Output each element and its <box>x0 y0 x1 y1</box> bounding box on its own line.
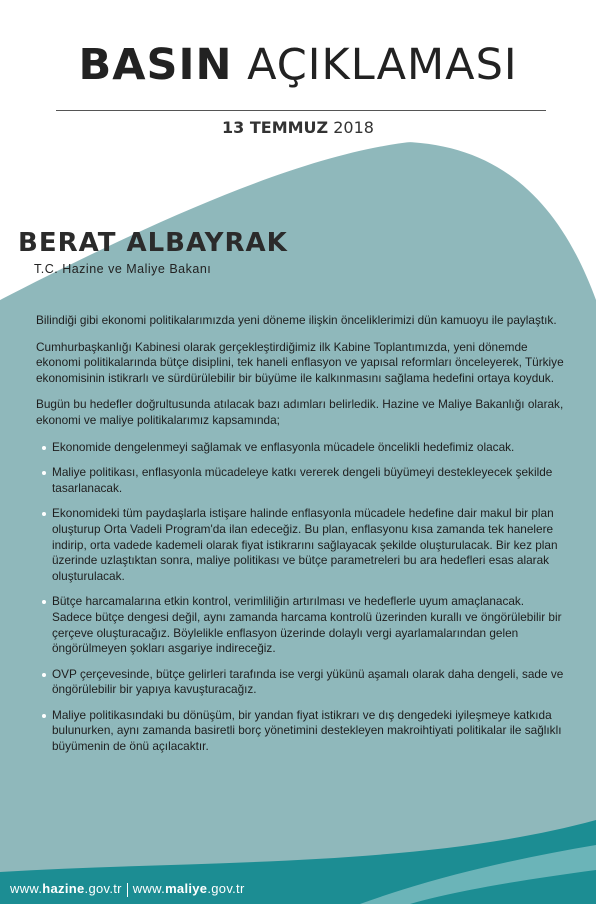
statement-body <box>36 313 564 765</box>
speaker-role: T.C. Hazine ve Maliye Bakanı <box>34 262 212 276</box>
paragraph: Bugün bu hedefler doğrultusunda atılacak bazı adımları belirledik. Hazine ve Maliye Bakanlığı olarak, ekonomi ve maliye politikalarımız kapsamında; <box>36 397 564 427</box>
hazine-link[interactable]: www.hazine.gov.tr <box>10 881 122 896</box>
list-item-text: Ekonomide dengelenmeyi sağlamak ve enflasyonla mücadele öncelikli hedefimiz olacak. <box>52 439 515 454</box>
footer-divider <box>127 883 128 897</box>
bullet-list <box>36 440 564 755</box>
page-title <box>0 40 596 90</box>
list-item-text: Maliye politikası, enflasyonla mücadeleye katkı vererek dengeli büyümeyi destekleyecek şekilde tasarlanacak. <box>52 465 553 495</box>
list-item-text: Maliye politikasındaki bu dönüşüm, bir yandan fiyat istikrarı ve dış dengedeki iyileşmeye katkıda bulunurken, aynı zamanda basiretli borç yönetimini destekleyen makroihtiyati politikalar ile sağlıklı büyümenin de önü açılacaktır. <box>52 707 562 754</box>
list-item <box>36 708 564 755</box>
date-year: 2018 <box>333 118 374 137</box>
title-bold: BASIN <box>78 40 233 90</box>
list-item <box>36 667 564 698</box>
bullet-icon <box>42 446 46 450</box>
bullet-icon <box>42 600 46 604</box>
title-divider <box>56 110 546 111</box>
bullet-icon <box>42 714 46 718</box>
list-item-text: Ekonomideki tüm paydaşlarla istişare halinde enflasyonla mücadele hedefine dair makul bir plan oluşturup Orta Vadeli Program'da ilan edeceğiz. Bu plan, enflasyonu kısa zamanda tek hanelere indirip, orta vadede kademeli olarak fiyat istikrarını sağlayacak şekilde oluşturulacak. Bir kez plan üzerinde uzlaştıktan sonra, maliye politikası ve bütçe parametreleri bu ara hedefleri esas alarak oluşturulacak. <box>52 506 558 583</box>
bullet-icon <box>42 673 46 677</box>
paragraph: Bilindiği gibi ekonomi politikalarımızda yeni döneme ilişkin önceliklerimizi dün kamuoyu ile paylaştık. <box>36 313 557 327</box>
date-day-month: 13 TEMMUZ <box>222 118 329 137</box>
list-item-text: OVP çerçevesinde, bütçe gelirleri tarafında ise vergi yükünü aşamalı olarak daha dengeli, sade ve öngörülebilir bir yapıya kavuşturacağız. <box>52 666 564 697</box>
list-item <box>36 440 564 456</box>
title-light: AÇIKLAMASI <box>247 40 518 90</box>
list-item <box>36 594 564 656</box>
footer-links <box>10 881 245 897</box>
bullet-icon <box>42 471 46 475</box>
list-item-text: Bütçe harcamalarına etkin kontrol, verimliliğin artırılması ve hedeflerle uyum amaçlanacak. Sadece bütçe dengesi değil, aynı zamanda harcama kontrolü üzerinden kurallı ve öngörülebilir bir çerçeve oluşturacağız. Böylelikle enflasyon üzerinde dolaylı vergi ayarlamalarından gelen öngörülmeyen şokları asgariye indireceğiz. <box>52 594 562 656</box>
speaker-name: BERAT ALBAYRAK <box>18 228 288 258</box>
bullet-icon <box>42 512 46 516</box>
paragraph: Cumhurbaşkanlığı Kabinesi olarak gerçekleştirdiğimiz ilk Kabine Toplantımızda, yeni dönemde ekonomi politikalarında bütçe disiplini, tek haneli enflasyon ve yapısal reformları önceleyerek, Türkiye ekonomisinin istikrarlı ve sürdürülebilir bir büyüme ile kalkınmasını sağlama hedefini ortaya koyduk. <box>36 339 564 385</box>
maliye-link[interactable]: www.maliye.gov.tr <box>132 881 245 896</box>
list-item <box>36 506 564 584</box>
date-line <box>0 118 596 137</box>
list-item <box>36 465 564 496</box>
